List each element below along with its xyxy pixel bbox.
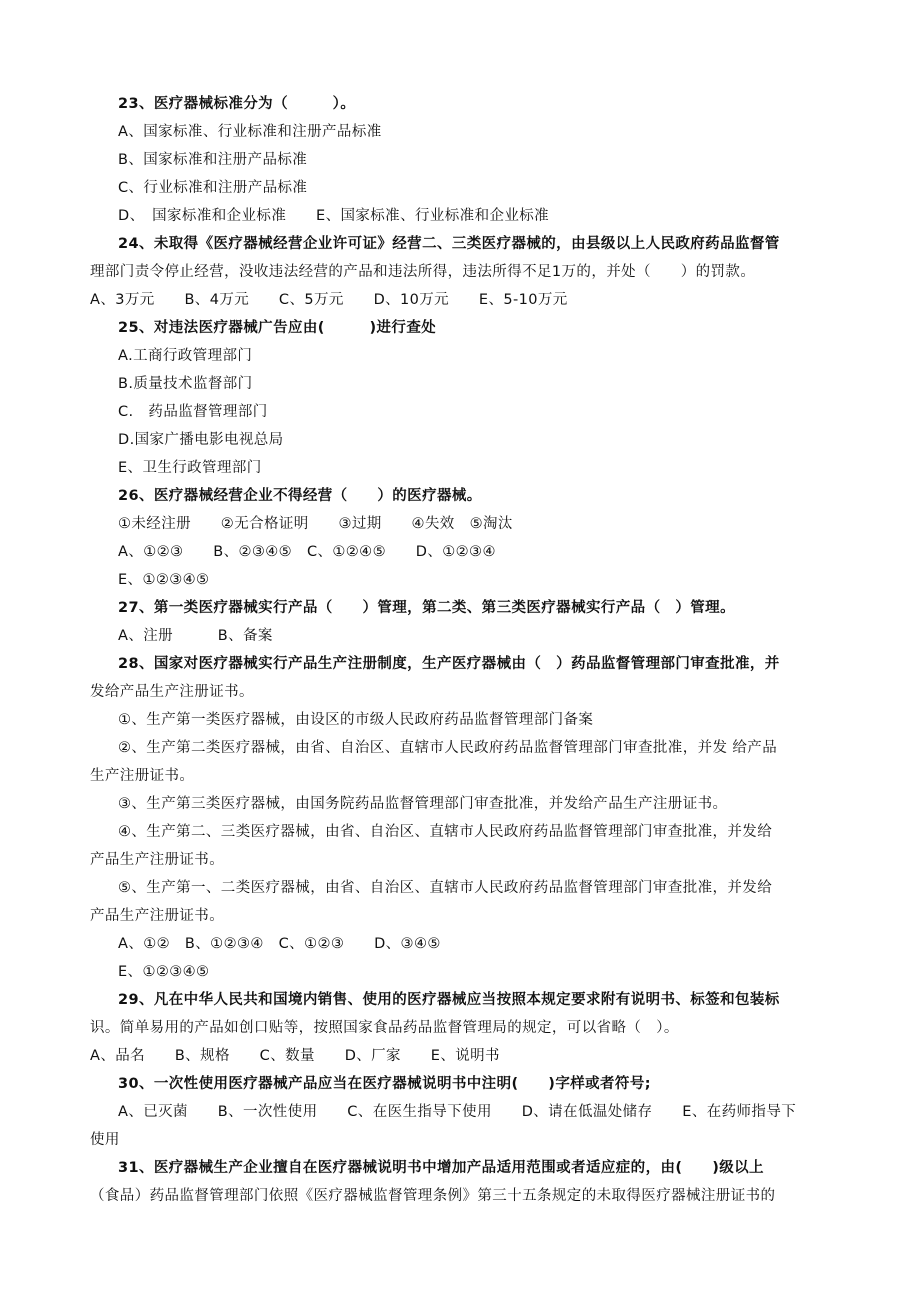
question-28-stem-line2: 发给产品生产注册证书。 [90, 684, 254, 700]
question-29-stem-line2: 识。简单易用的产品如创口贴等，按照国家食品药品监督管理局的规定，可以省略（ ）。 [90, 1020, 679, 1036]
question-31-stem-line1: 31、医疗器械生产企业擅自在医疗器械说明书中增加产品适用范围或者适应症的，由( )级以上 [118, 1160, 764, 1176]
question-25-option-a: A.工商行政管理部门 [118, 348, 253, 364]
question-28-item-2-line1: ②、生产第二类医疗器械，由省、自治区、直辖市人民政府药品监督管理部门审查批准，并发 给产品 [118, 740, 778, 756]
question-28-option-e: E、①②③④⑤ [118, 964, 210, 980]
question-28-item-3: ③、生产第三类医疗器械，由国务院药品监督管理部门审查批准，并发给产品生产注册证书。 [118, 796, 728, 812]
question-31-stem-line2: （食品）药品监督管理部门依照《医疗器械监督管理条例》第三十五条规定的未取得医疗器械注册证书的 [90, 1188, 776, 1204]
question-25-option-d: D.国家广播电影电视总局 [118, 432, 284, 448]
question-28-item-4-line1: ④、生产第二、三类医疗器械，由省、自治区、直辖市人民政府药品监督管理部门审查批准，并发给 [118, 824, 773, 840]
question-25-option-e: E、卫生行政管理部门 [118, 460, 262, 476]
question-25-option-b: B.质量技术监督部门 [118, 376, 253, 392]
question-24-stem-line2: 理部门责令停止经营，没收违法经营的产品和违法所得，违法所得不足1万的，并处（ ）的罚款。 [90, 264, 756, 280]
question-29-stem-line1: 29、凡在中华人民共和国境内销售、使用的医疗器械应当按照本规定要求附有说明书、标签和包装标 [118, 992, 780, 1008]
question-23-option-de: D、 国家标准和企业标准 E、国家标准、行业标准和企业标准 [118, 208, 550, 224]
question-28-item-5-line2: 产品生产注册证书。 [90, 908, 225, 924]
question-23-stem: 23、医疗器械标准分为（ ）。 [118, 96, 356, 112]
question-24-stem-line1: 24、未取得《医疗器械经营企业许可证》经营二、三类医疗器械的，由县级以上人民政府药品监督管 [118, 236, 780, 252]
question-26-option-e: E、①②③④⑤ [118, 572, 210, 588]
question-26-items: ①未经注册 ②无合格证明 ③过期 ④失效 ⑤淘汰 [118, 516, 513, 532]
question-26-stem: 26、医疗器械经营企业不得经营（ ）的医疗器械。 [118, 488, 482, 504]
question-23-option-c: C、行业标准和注册产品标准 [118, 180, 308, 196]
question-28-item-1: ①、生产第一类医疗器械，由设区的市级人民政府药品监督管理部门备案 [118, 712, 594, 728]
question-28-item-2-line2: 生产注册证书。 [90, 768, 195, 784]
question-27-stem: 27、第一类医疗器械实行产品（ ）管理，第二类、第三类医疗器械实行产品（ ）管理。 [118, 600, 735, 616]
question-25-stem: 25、对违法医疗器械广告应由( )进行查处 [118, 320, 437, 336]
question-28-options-ad: A、①② B、①②③④ C、①②③ D、③④⑤ [118, 936, 441, 952]
question-30-options-line1: A、已灭菌 B、一次性使用 C、在医生指导下使用 D、请在低温处储存 E、在药师指导下 [118, 1104, 797, 1120]
question-27-options: A、注册 B、备案 [118, 628, 273, 644]
question-26-options-ad: A、①②③ B、②③④⑤ C、①②④⑤ D、①②③④ [118, 544, 496, 560]
question-23-option-b: B、国家标准和注册产品标准 [118, 152, 308, 168]
question-29-options: A、品名 B、规格 C、数量 D、厂家 E、说明书 [90, 1048, 500, 1064]
question-28-stem-line1: 28、国家对医疗器械实行产品生产注册制度，生产医疗器械由（ ）药品监督管理部门审查批准，并 [118, 656, 780, 672]
question-23-option-a: A、国家标准、行业标准和注册产品标准 [118, 124, 382, 140]
question-28-item-5-line1: ⑤、生产第一、二类医疗器械，由省、自治区、直辖市人民政府药品监督管理部门审查批准，并发给 [118, 880, 773, 896]
question-30-stem: 30、一次性使用医疗器械产品应当在医疗器械说明书中注明( )字样或者符号; [118, 1076, 651, 1092]
question-28-item-4-line2: 产品生产注册证书。 [90, 852, 225, 868]
question-24-options: A、3万元 B、4万元 C、5万元 D、10万元 E、5-10万元 [90, 292, 568, 308]
question-25-option-c: C. 药品监督管理部门 [118, 404, 268, 420]
question-30-options-line2: 使用 [90, 1132, 120, 1148]
